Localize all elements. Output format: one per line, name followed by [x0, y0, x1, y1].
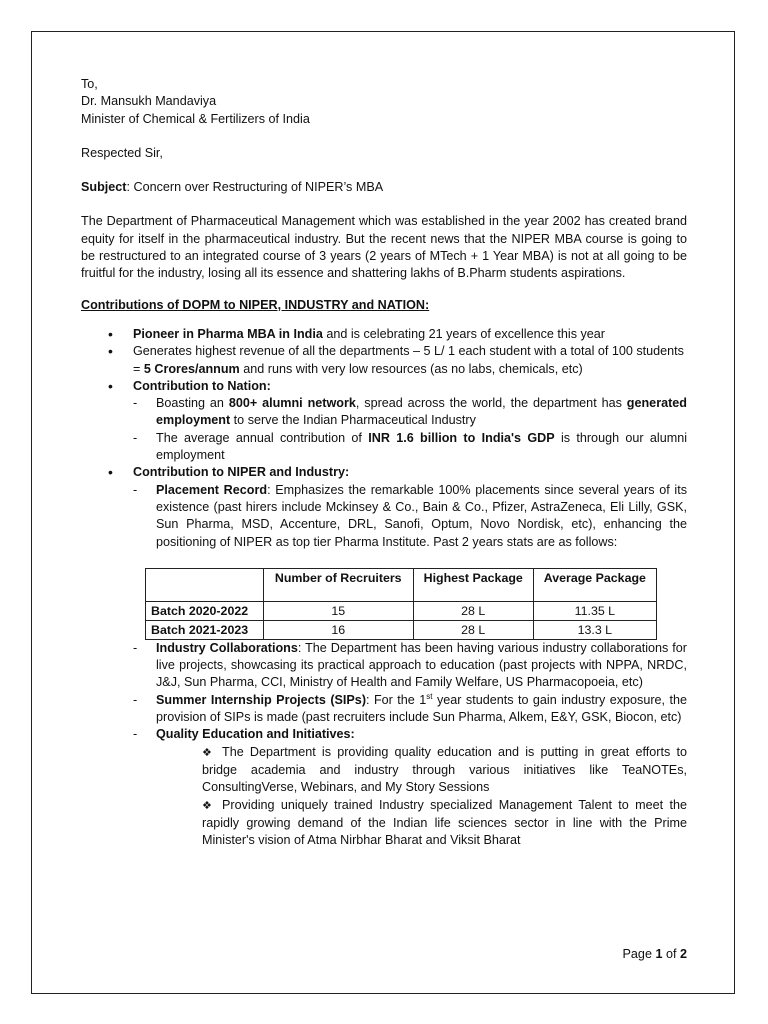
list-item: • Contribution to Nation: - Boasting an 800+ alumni network, spread across the world, the department has generated employment to serve the Indian Pharmaceutical Industry - The average annual contribution of INR 1.6 billion to India's GDP is through our alumni employment	[81, 378, 687, 464]
list-item: - Quality Education and Initiatives: ❖ The Department is providing quality education and is putting in great efforts to bridge academia and industry through various initiatives like TeaNOTEs, ConsultingVerse, Webinars, and My Story Sessions ❖ Providing uniquely trained Industry specialized Management Talent to meet the rapidly growing demand of the Indian life sciences sector in line with the Prime Minister's vision of Atma Nirbhar Bharat and Viksit Bharat	[133, 726, 687, 849]
more-contributions-list	[133, 640, 687, 850]
industry-sublist	[133, 482, 687, 551]
list-item: ❖ Providing uniquely trained Industry specialized Management Talent to meet the rapidly growing demand of the Indian life sciences sector in line with the Prime Minister's vision of Atma Nirbhar Bharat and Viksit Bharat	[202, 797, 687, 848]
table-row: Batch 2020-2022 15 28 L 11.35 L	[146, 601, 657, 620]
subject-label: Subject	[81, 180, 127, 195]
subject-text: : Concern over Restructuring of NIPER’s MBA	[126, 180, 384, 195]
list-item: • Contribution to NIPER and Industry: - Placement Record: Emphasizes the remarkable 100% placements since several years of its existence (past hirers include Mckinsey & Co., Bain & Co., Pfizer, AstraZeneca, Eli Lilly, GSK, Sun Pharma, MSD, Accenture, DRL, Sanofi, Optum, Novo Nordisk, etc), enhancing the positioning of NIPER as top tier Pharma Institute. Past 2 years stats are as follows:	[81, 464, 687, 550]
letter-body	[81, 76, 687, 849]
nation-sublist	[133, 395, 687, 464]
list-item: - Industry Collaborations: The Department has been having various industry collaborations for live projects, showcasing its practical approach to education (past projects with NPPA, NRDC, J&J, Sun Pharma, CCI, Ministry of Health and Family Welfare, US Pharmacopoeia, etc)	[133, 640, 687, 692]
table-row: Batch 2021-2023 16 28 L 13.3 L	[146, 620, 657, 639]
diamond-bullet-icon: ❖	[202, 799, 212, 812]
subject-line	[81, 179, 687, 196]
placement-stats-table	[145, 568, 657, 640]
list-item: • Generates highest revenue of all the departments – 5 L/ 1 each student with a total of 100 students = 5 Crores/annum and runs with very low resources (as no labs, chemicals, etc)	[81, 343, 687, 378]
page-number: Page 1 of 2	[622, 947, 687, 961]
list-item: ❖ The Department is providing quality education and is putting in great efforts to bridge academia and industry through various initiatives like TeaNOTEs, ConsultingVerse, Webinars, and My Story Sessions	[202, 744, 687, 795]
list-item: - Summer Internship Projects (SIPs): For the 1st year students to gain industry exposure, the provision of SIPs is made (past recruiters include Sun Pharma, Alkem, E&Y, GSK, Biocon, etc)	[133, 692, 687, 727]
list-item: • Pioneer in Pharma MBA in India and is celebrating 21 years of excellence this year	[81, 326, 687, 343]
recipient-name: Dr. Mansukh Mandaviya	[81, 94, 217, 109]
section-title: Contributions of DOPM to NIPER, INDUSTRY and NATION:	[81, 297, 430, 312]
intro-paragraph: The Department of Pharmaceutical Management which was established in the year 2002 has created brand equity for itself in the pharmaceutical industry. But the recent news that the NIPER MBA course is going to be restructured to an integrated course of 3 years (2 years of MTech + 1 Year MBA) is not at all going to be fruitful for the industry, losing all its essence and shattering lakhs of B.Pharm students aspirations.	[81, 214, 687, 281]
list-item: - Boasting an 800+ alumni network, spread across the world, the department has generated employment to serve the Indian Pharmaceutical Industry	[133, 395, 687, 430]
salutation: Respected Sir,	[81, 145, 163, 160]
contributions-list	[81, 326, 687, 551]
quality-sublist	[202, 744, 687, 850]
to-line: To,	[81, 77, 98, 91]
table-header-row: Number of Recruiters Highest Package Average Package	[146, 568, 657, 601]
address-block	[81, 76, 687, 128]
list-item: - Placement Record: Emphasizes the remarkable 100% placements since several years of its existence (past hirers include Mckinsey & Co., Bain & Co., Pfizer, AstraZeneca, Eli Lilly, GSK, Sun Pharma, MSD, Accenture, DRL, Sanofi, Optum, Novo Nordisk, etc), enhancing the positioning of NIPER as top tier Pharma Institute. Past 2 years stats are as follows:	[133, 482, 687, 551]
recipient-title: Minister of Chemical & Fertilizers of India	[81, 111, 310, 126]
list-item: - The average annual contribution of INR 1.6 billion to India's GDP is through our alumni employment	[133, 430, 687, 465]
diamond-bullet-icon: ❖	[202, 746, 212, 759]
